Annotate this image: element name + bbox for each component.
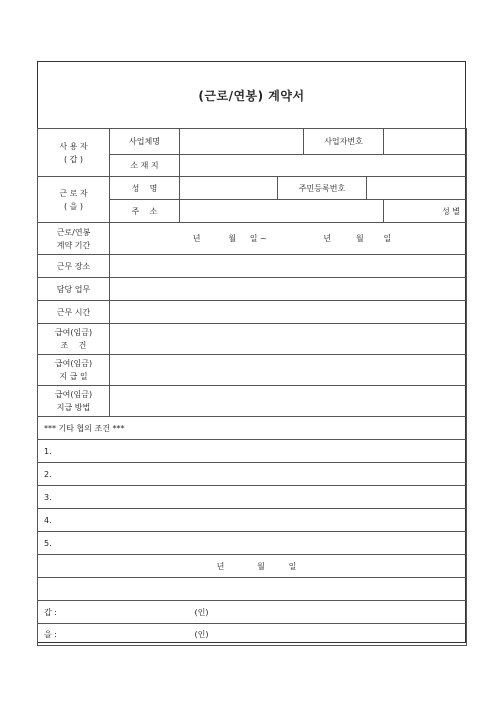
period-field[interactable] [110, 223, 467, 255]
other-term-line[interactable]: 4. [38, 509, 467, 532]
signing-day: 일 [288, 561, 297, 571]
business-name-field[interactable] [180, 129, 304, 155]
party-a-seal: (인) [194, 607, 209, 617]
party-a-signature-row[interactable] [38, 601, 467, 624]
gender-label: 성 별 [384, 200, 467, 223]
to-year: 년 [323, 234, 332, 243]
party-b-signature-row[interactable] [38, 624, 467, 646]
employer-label-sub: ( 갑 ) [63, 154, 84, 164]
worker-address-field[interactable] [180, 200, 384, 223]
worker-address-label: 주 소 [110, 200, 180, 223]
resident-no-label: 주민등록번호 [278, 177, 367, 200]
employer-address-field[interactable] [180, 155, 467, 177]
pay-terms-field[interactable] [110, 324, 467, 355]
pay-date-label: 급여(임금) [54, 359, 93, 368]
work-hours-field[interactable] [110, 301, 467, 324]
workplace-label: 근무 장소 [38, 255, 110, 278]
other-term-line[interactable]: 5. [38, 532, 467, 555]
contract-table [37, 128, 467, 646]
to-day: 일 [383, 234, 392, 243]
business-reg-field[interactable] [384, 129, 467, 155]
resident-no-field[interactable] [367, 177, 467, 200]
signing-date-field[interactable] [38, 555, 467, 578]
other-term-line[interactable]: 2. [38, 463, 467, 486]
from-year: 년 [192, 234, 201, 243]
party-b-seal: (인) [194, 630, 209, 639]
pay-terms-label: 급여(임금) [54, 328, 93, 337]
worker-label: 근 로 자 [59, 188, 88, 198]
work-hours-label: 근무 시간 [38, 301, 110, 324]
business-name-label: 사업체명 [110, 129, 180, 155]
blank-row [38, 578, 467, 601]
pay-method-label-cell [38, 386, 110, 417]
pay-date-field[interactable] [110, 355, 467, 386]
workplace-field[interactable] [110, 255, 467, 278]
to-month: 월 [355, 234, 364, 243]
from-day: 일 ~ [249, 234, 267, 243]
worker-name-field[interactable] [180, 177, 278, 200]
duty-field[interactable] [110, 278, 467, 301]
business-reg-label: 사업자번호 [304, 129, 384, 155]
other-terms-header: *** 기타 협의 조건 *** [38, 417, 467, 440]
contract-form [37, 61, 466, 643]
duty-label: 담당 업무 [38, 278, 110, 301]
period-label-sub: 계약 기간 [56, 240, 91, 250]
pay-terms-label-cell [38, 324, 110, 355]
signing-month: 월 [257, 561, 265, 571]
party-b-label: 을 : [44, 630, 57, 639]
from-month: 월 [228, 234, 237, 243]
document-title: (근로/연봉) 계약서 [198, 88, 305, 103]
pay-method-field[interactable] [110, 386, 467, 417]
pay-date-label-cell [38, 355, 110, 386]
party-a-label: 갑 : [44, 607, 57, 617]
other-term-line[interactable]: 3. [38, 486, 467, 509]
employer-address-label: 소 재 지 [110, 155, 180, 177]
pay-terms-label-sub: 조 건 [60, 341, 87, 350]
worker-label-sub: ( 을 ) [63, 201, 84, 211]
employer-label: 사 용 자 [59, 141, 88, 151]
pay-date-label-sub: 지 급 일 [59, 372, 88, 381]
period-label-cell [38, 223, 110, 255]
employer-label-cell [38, 129, 110, 177]
worker-label-cell [38, 177, 110, 223]
pay-method-label: 급여(임금) [54, 390, 93, 399]
worker-name-label: 성 명 [110, 177, 180, 200]
other-term-line[interactable]: 1. [38, 440, 467, 463]
period-label: 근로/연봉 [56, 227, 91, 237]
pay-method-label-sub: 지급 방법 [56, 403, 91, 412]
signing-year: 년 [216, 561, 225, 571]
